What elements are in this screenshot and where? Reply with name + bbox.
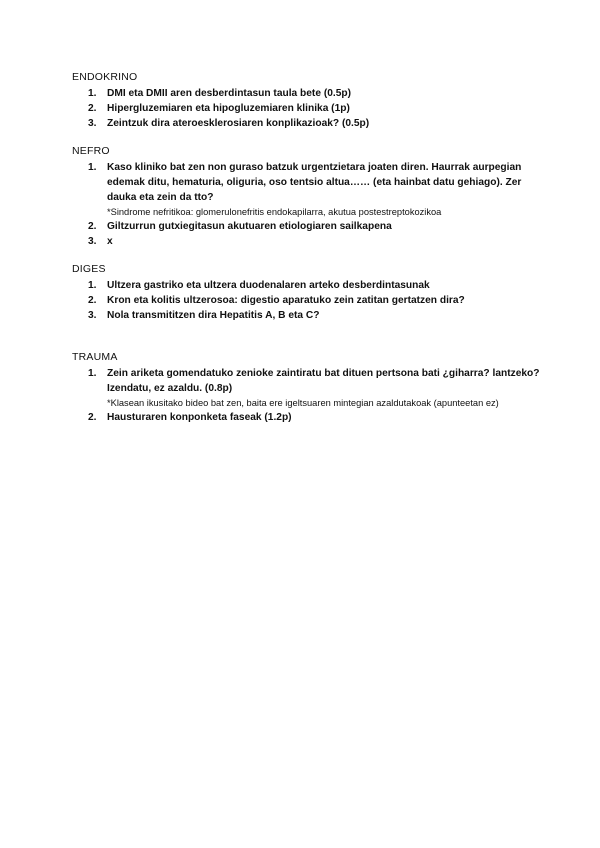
question-item [72, 293, 542, 308]
question-item [72, 366, 542, 410]
question-text: Kaso kliniko bat zen non guraso batzuk urgentzietara joaten diren. Haurrak aurpegian edemak ditu, hematuria, oliguria, oso tentsio altua…… (eta hainbat datu gehiago). Zer dauka eta zein da tto? [107, 162, 522, 203]
question-text: Zein ariketa gomendatuko zenioke zaintiratu bat dituen pertsona bati ¿giharra? lantzeko? Izendatu, ez azaldu. (0.8p) [107, 368, 540, 394]
question-item [72, 160, 542, 219]
question-item [72, 101, 542, 116]
question-note: *Klasean ikusitako bideo bat zen, baita ere igeltsuaren mintegian azaldutakoak (apunteetan ez) [107, 398, 499, 408]
question-text: x [107, 236, 113, 247]
section-diges [72, 263, 542, 323]
question-text: Hausturaren konponketa faseak (1.2p) [107, 412, 292, 423]
question-number: 3. [88, 310, 97, 321]
section-title: ENDOKRINO [72, 71, 138, 83]
question-item [72, 410, 542, 425]
question-text: Ultzera gastriko eta ultzera duodenalaren arteko desberdintasunak [107, 280, 430, 291]
section-title: DIGES [72, 263, 106, 275]
question-number: 1. [88, 368, 97, 379]
question-number: 3. [88, 236, 97, 247]
question-text: DMI eta DMII aren desberdintasun taula bete (0.5p) [107, 88, 351, 99]
question-text: Zeintzuk dira ateroesklerosiaren konplikazioak? (0.5p) [107, 118, 370, 129]
question-number: 2. [88, 221, 97, 232]
question-number: 2. [88, 295, 97, 306]
question-number: 1. [88, 88, 97, 99]
question-item [72, 219, 542, 234]
question-note: *Sindrome nefritikoa: glomerulonefritis endokapilarra, akutua postestreptokozikoa [107, 207, 442, 217]
question-text: Nola transmititzen dira Hepatitis A, B eta C? [107, 310, 320, 321]
question-text: Hipergluzemiaren eta hipogluzemiaren klinika (1p) [107, 103, 350, 114]
question-number: 3. [88, 118, 97, 129]
section-nefro [72, 145, 542, 249]
question-number: 2. [88, 412, 97, 423]
section-trauma [72, 351, 542, 425]
question-item [72, 86, 542, 101]
question-item [72, 116, 542, 131]
question-item [72, 234, 542, 249]
question-number: 2. [88, 103, 97, 114]
section-title: TRAUMA [72, 351, 118, 363]
question-number: 1. [88, 280, 97, 291]
section-endokrino [72, 71, 542, 131]
question-item [72, 278, 542, 293]
question-text: Kron eta kolitis ultzerosoa: digestio aparatuko zein zatitan gertatzen dira? [107, 295, 465, 306]
question-text: Giltzurrun gutxiegitasun akutuaren etiologiaren sailkapena [107, 221, 392, 232]
question-item [72, 308, 542, 323]
section-title: NEFRO [72, 145, 110, 157]
question-number: 1. [88, 162, 97, 173]
